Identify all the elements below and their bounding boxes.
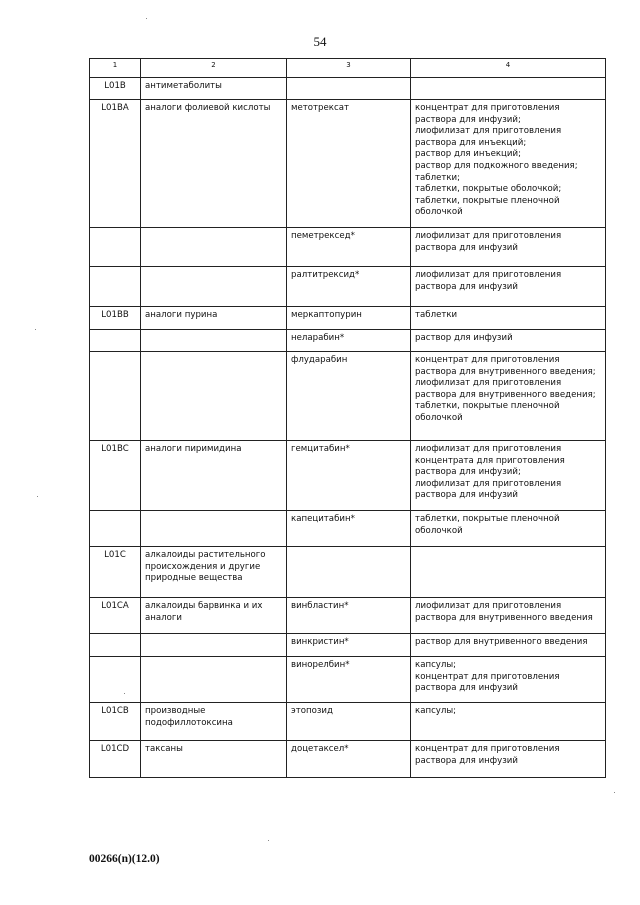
column-header-4: 4 <box>411 59 606 78</box>
pharmacologic-group-cell: таксаны <box>141 741 287 778</box>
drug-classification-table <box>89 58 606 778</box>
dosage-forms-cell: концентрат для приготовления раствора для инфузий; лиофилизат для приготовления раствора для инъекций; раствор для инъекций; раствор для подкожного введения; таблетки; таблетки, покрытые оболочкой; таблетки, покрытые пленочной оболочкой <box>411 100 606 228</box>
scan-speck <box>268 840 269 841</box>
dosage-forms-cell: таблетки, покрытые пленочной оболочкой <box>411 511 606 547</box>
document-code: 00266(n)(12.0) <box>89 853 160 865</box>
pharmacologic-group-cell: аналоги пурина <box>141 307 287 330</box>
table-row <box>90 547 606 598</box>
dosage-forms-cell: концентрат для приготовления раствора для инфузий <box>411 741 606 778</box>
scan-speck <box>614 792 615 793</box>
atc-code-cell: L01B <box>90 78 141 100</box>
pharmacologic-group-cell: аналоги пиримидина <box>141 441 287 511</box>
table-row <box>90 352 606 441</box>
atc-code-cell <box>90 352 141 441</box>
drug-name-cell: флударабин <box>287 352 411 441</box>
pharmacologic-group-cell: антиметаболиты <box>141 78 287 100</box>
pharmacologic-group-cell: производные подофиллотоксина <box>141 703 287 741</box>
scan-speck <box>146 18 147 19</box>
dosage-forms-cell: лиофилизат для приготовления раствора для внутривенного введения <box>411 598 606 634</box>
pharmacologic-group-cell: алкалоиды барвинка и их аналоги <box>141 598 287 634</box>
table-row <box>90 634 606 657</box>
column-header-2: 2 <box>141 59 287 78</box>
dosage-forms-cell <box>411 78 606 100</box>
drug-name-cell: винорелбин* <box>287 657 411 703</box>
atc-code-cell <box>90 511 141 547</box>
table-row <box>90 228 606 267</box>
dosage-forms-cell: капсулы; концентрат для приготовления раствора для инфузий <box>411 657 606 703</box>
table-row <box>90 703 606 741</box>
pharmacologic-group-cell <box>141 228 287 267</box>
drug-name-cell: метотрексат <box>287 100 411 228</box>
dosage-forms-cell: концентрат для приготовления раствора для внутривенного введения; лиофилизат для приготовления раствора для внутривенного введения; таблетки, покрытые пленочной оболочкой <box>411 352 606 441</box>
drug-name-cell: неларабин* <box>287 330 411 352</box>
pharmacologic-group-cell: алкалоиды растительного происхождения и другие природные вещества <box>141 547 287 598</box>
drug-name-cell <box>287 78 411 100</box>
atc-code-cell: L01CB <box>90 703 141 741</box>
atc-code-cell: L01CA <box>90 598 141 634</box>
atc-code-cell <box>90 330 141 352</box>
atc-code-cell: L01CD <box>90 741 141 778</box>
column-header-3: 3 <box>287 59 411 78</box>
table-row <box>90 741 606 778</box>
table-row <box>90 657 606 703</box>
dosage-forms-cell: капсулы; <box>411 703 606 741</box>
atc-code-cell <box>90 634 141 657</box>
table-row <box>90 441 606 511</box>
table-row <box>90 511 606 547</box>
table-row <box>90 598 606 634</box>
drug-name-cell: винбластин* <box>287 598 411 634</box>
drug-name-cell: этопозид <box>287 703 411 741</box>
pharmacologic-group-cell <box>141 634 287 657</box>
dosage-forms-cell: лиофилизат для приготовления концентрата для приготовления раствора для инфузий; лиофилизат для приготовления раствора для инфузий <box>411 441 606 511</box>
column-header-1: 1 <box>90 59 141 78</box>
drug-name-cell: доцетаксел* <box>287 741 411 778</box>
atc-code-cell: L01BC <box>90 441 141 511</box>
table-row <box>90 78 606 100</box>
table-row <box>90 330 606 352</box>
drug-name-cell: меркаптопурин <box>287 307 411 330</box>
table-row <box>90 267 606 307</box>
atc-code-cell <box>90 267 141 307</box>
table-header-row <box>90 59 606 78</box>
table-body <box>90 78 606 778</box>
dosage-forms-cell: раствор для инфузий <box>411 330 606 352</box>
dosage-forms-cell: таблетки <box>411 307 606 330</box>
scan-speck <box>37 496 38 497</box>
drug-name-cell: гемцитабин* <box>287 441 411 511</box>
drug-name-cell: винкристин* <box>287 634 411 657</box>
page-number: 54 <box>313 34 327 49</box>
drug-name-cell: пеметрексед* <box>287 228 411 267</box>
dosage-forms-cell: лиофилизат для приготовления раствора для инфузий <box>411 267 606 307</box>
dosage-forms-cell: лиофилизат для приготовления раствора для инфузий <box>411 228 606 267</box>
scan-speck <box>35 329 36 330</box>
drug-name-cell <box>287 547 411 598</box>
drug-name-cell: ралтитрексид* <box>287 267 411 307</box>
pharmacologic-group-cell <box>141 330 287 352</box>
table-row <box>90 100 606 228</box>
atc-code-cell: L01BB <box>90 307 141 330</box>
pharmacologic-group-cell <box>141 267 287 307</box>
pharmacologic-group-cell <box>141 657 287 703</box>
dosage-forms-cell: раствор для внутривенного введения <box>411 634 606 657</box>
atc-code-cell <box>90 657 141 703</box>
pharmacologic-group-cell <box>141 511 287 547</box>
atc-code-cell: L01C <box>90 547 141 598</box>
atc-code-cell <box>90 228 141 267</box>
pharmacologic-group-cell: аналоги фолиевой кислоты <box>141 100 287 228</box>
table-row <box>90 307 606 330</box>
drug-name-cell: капецитабин* <box>287 511 411 547</box>
atc-code-cell: L01BA <box>90 100 141 228</box>
dosage-forms-cell <box>411 547 606 598</box>
scan-speck <box>124 693 125 694</box>
pharmacologic-group-cell <box>141 352 287 441</box>
